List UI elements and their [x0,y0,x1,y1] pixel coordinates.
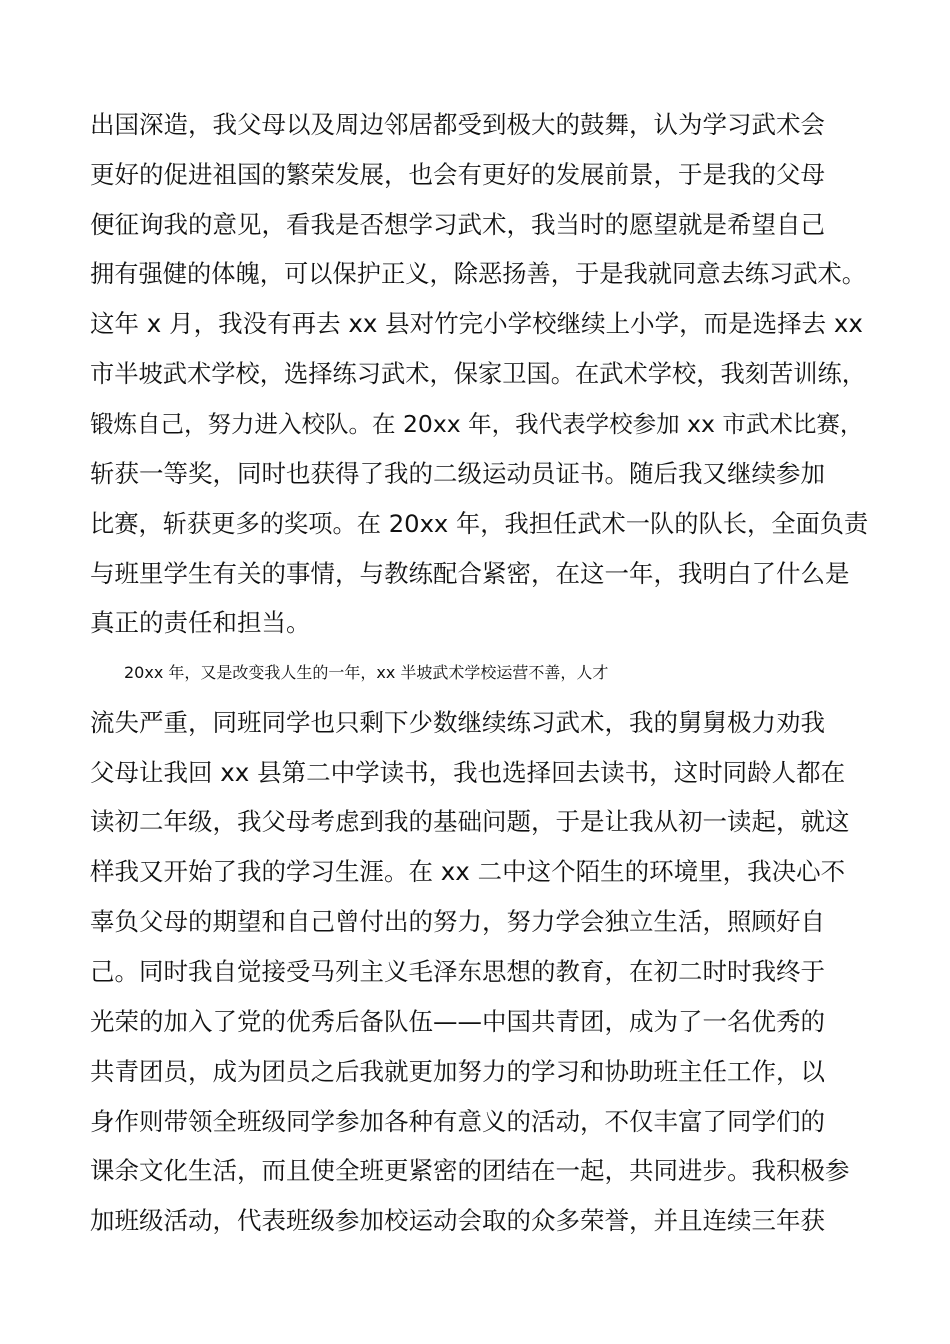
text-line: 读初二年级，我父母考虑到我的基础问题，于是让我从初一读起，就这 [90,807,850,836]
text-line: 更好的促进祖国的繁荣发展，也会有更好的发展前景，于是我的父母 [90,160,825,189]
text-line: 己。同时我自觉接受马列主义毛泽东思想的教育，在初二时时我终于 [90,957,825,986]
text-line: 加班级活动，代表班级参加校运动会取的众多荣誉，并且连续三年获 [90,1206,825,1235]
text-line: 锻炼自己，努力进入校队。在 20xx 年，我代表学校参加 xx 市武术比赛， [90,410,864,438]
text-line: 辜负父母的期望和自己曾付出的努力，努力学会独立生活，照顾好自 [90,907,825,936]
text-line: 样我又开始了我的学习生涯。在 xx 二中这个陌生的环境里，我决心不 [90,857,846,886]
text-line: 比赛，斩获更多的奖项。在 20xx 年，我担任武术一队的队长，全面负责 [90,509,869,538]
text-line: 与班里学生有关的事情，与教练配合紧密，在这一年，我明白了什么是 [90,559,850,588]
text-line: 身作则带领全班级同学参加各种有意义的活动，不仅丰富了同学们的 [90,1107,825,1136]
text-line: 出国深造，我父母以及周边邻居都受到极大的鼓舞，认为学习武术会 [90,110,825,139]
text-line: 真正的责任和担当。 [90,608,311,637]
text-line: 课余文化生活，而且使全班更紧密的团结在一起，共同进步。我积极参 [90,1156,850,1185]
text-line: 父母让我回 xx 县第二中学读书，我也选择回去读书，这时同龄人都在 [90,758,846,787]
text-line: 斩获一等奖，同时也获得了我的二级运动员证书。随后我又继续参加 [90,459,825,488]
text-line: 便征询我的意见，看我是否想学习武术，我当时的愿望就是希望自己 [90,210,825,239]
text-line: 光荣的加入了党的优秀后备队伍——中国共青团，成为了一名优秀的 [90,1007,825,1036]
text-line: 这年 x 月，我没有再去 xx 县对竹完小学校继续上小学，而是选择去 xx [90,309,863,338]
text-line: 市半坡武术学校，选择练习武术，保家卫国。在武术学校，我刻苦训练， [90,359,867,388]
text-line: 共青团员，成为团员之后我就更加努力的学习和协助班主任工作，以 [90,1057,825,1086]
text-line: 流失严重，同班同学也只剩下少数继续练习武术，我的舅舅极力劝我 [90,708,825,737]
paragraph-first-line: 20xx 年，又是改变我人生的一年，xx 半坡武术学校运营不善，人才 [124,663,609,682]
text-line: 拥有强健的体魄，可以保护正义，除恶扬善，于是我就同意去练习武术。 [90,259,867,288]
